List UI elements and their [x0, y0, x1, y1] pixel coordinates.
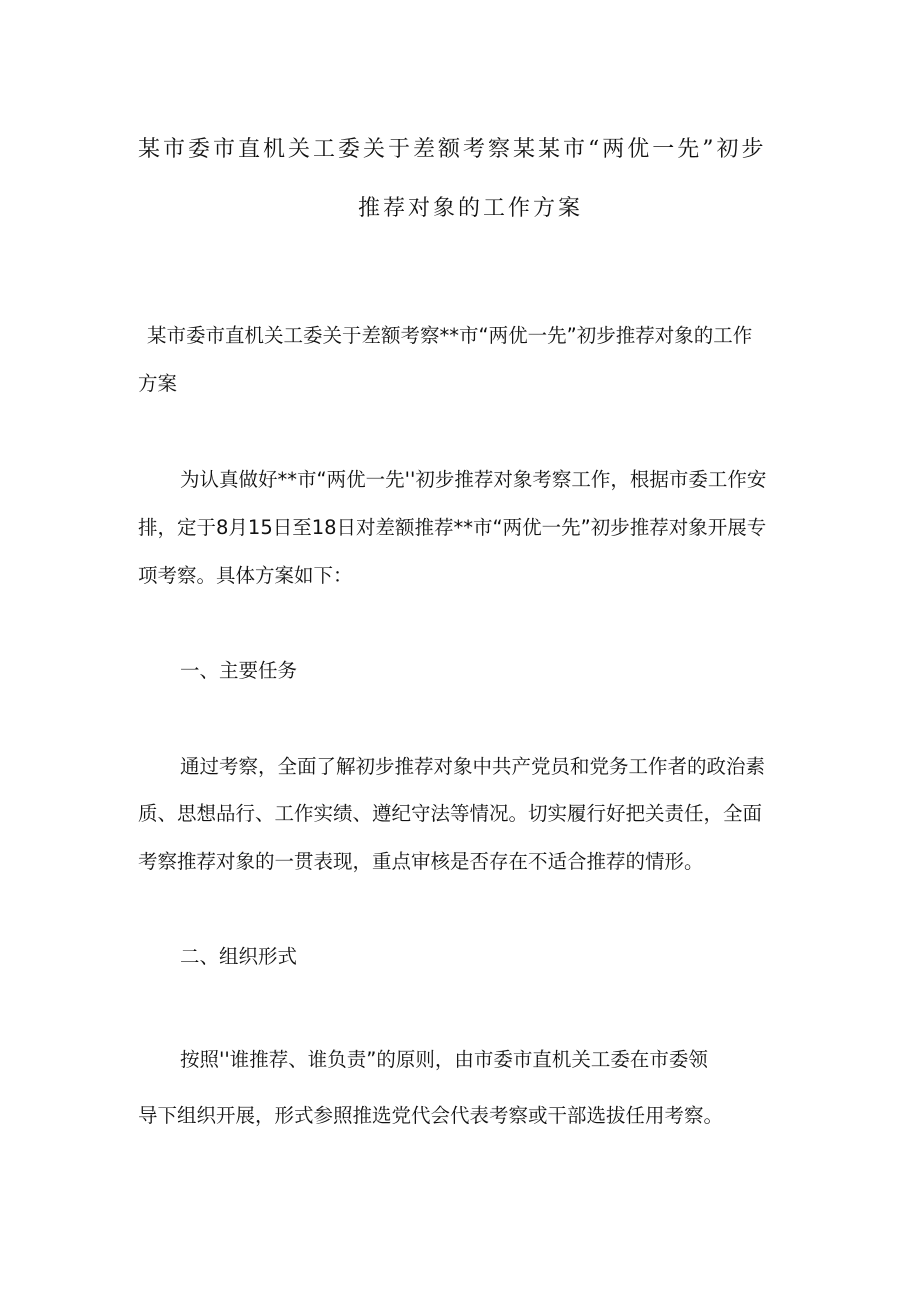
section-1-line-1: 通过考察，全面了解初步推荐对象中共产党员和党务工作者的政治素: [180, 755, 766, 778]
intro-line-2: 排，定于8月15日至18日对差额推荐**市“两优一先”初步推荐对象开展专: [138, 516, 767, 539]
section-2-heading: 二、组织形式: [180, 945, 298, 968]
subtitle-line-1: 某市委市直机关工委关于差额考察**市“两优一先”初步推荐对象的工作: [147, 324, 753, 347]
intro-line-1: 为认真做好**市“两优一先''初步推荐对象考察工作，根据市委工作安: [180, 468, 767, 491]
document-title-line-1: 某市委市直机关工委关于差额考察某某市“两优一先”初步: [138, 137, 767, 162]
section-1-line-2: 质、思想品行、工作实绩、遵纪守法等情况。切实履行好把关责任，全面: [138, 802, 763, 825]
section-2-line-1: 按照''谁推荐、谁负责”的原则，由市委市直机关工委在市委领: [180, 1048, 708, 1071]
section-1-line-3: 考察推荐对象的一贯表现，重点审核是否存在不适合推荐的情形。: [138, 850, 704, 873]
document-title-line-2: 推荐对象的工作方案: [358, 196, 584, 221]
section-1-heading: 一、主要任务: [180, 659, 298, 682]
intro-line-3: 项考察。具体方案如下：: [138, 564, 353, 587]
subtitle-line-2: 方案: [138, 372, 178, 395]
section-2-line-2: 导下组织开展，形式参照推选党代会代表考察或干部选拔任用考察。: [138, 1104, 724, 1127]
